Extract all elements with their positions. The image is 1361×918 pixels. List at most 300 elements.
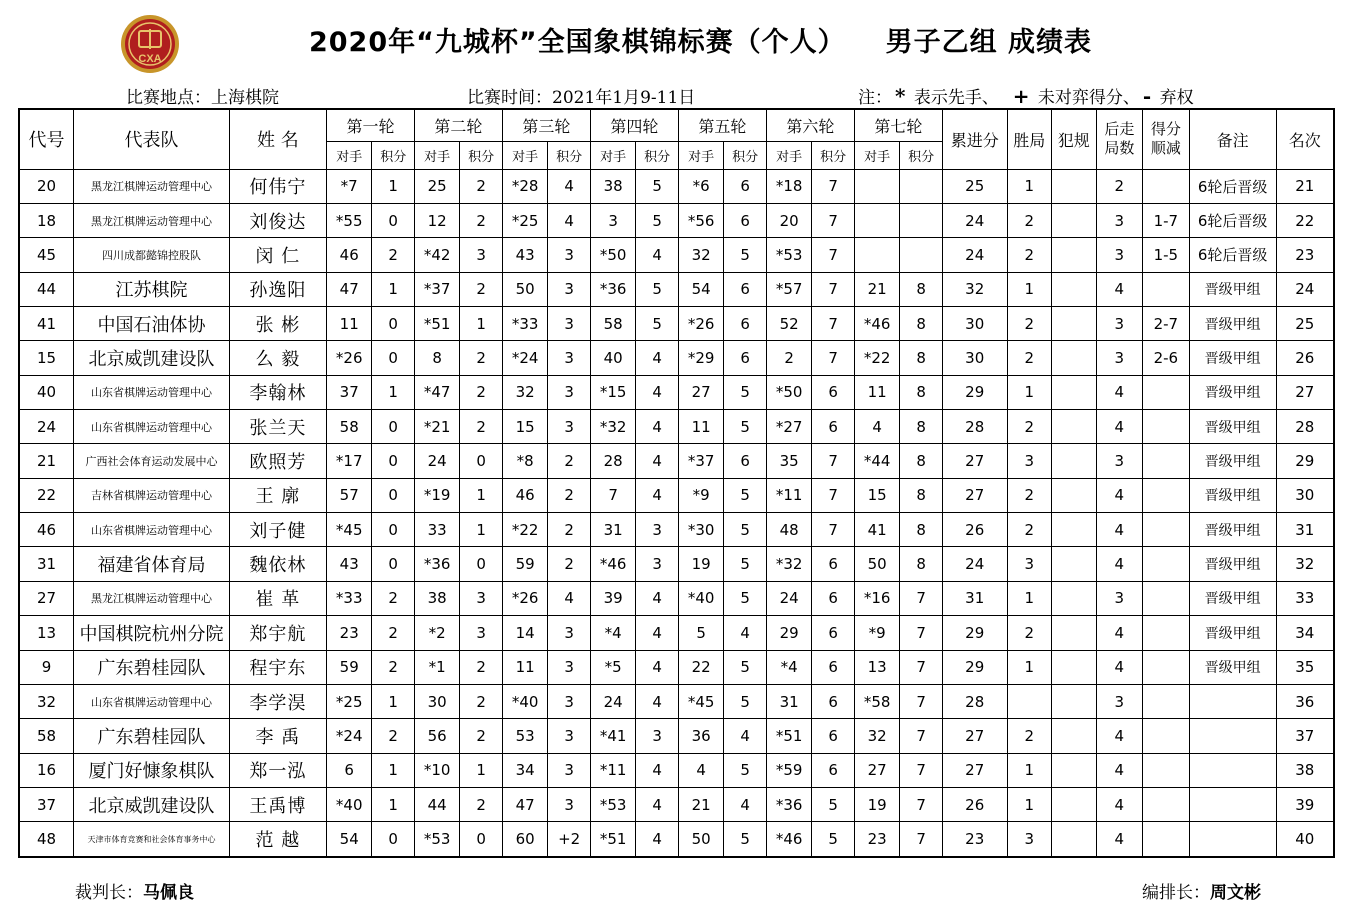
round-4-points: 4	[636, 375, 678, 409]
player-code: 44	[19, 272, 74, 306]
round-6-opponent: 35	[766, 444, 812, 478]
table-row	[19, 616, 1334, 650]
player-name: 欧照芳	[229, 444, 326, 478]
fouls-count	[1052, 203, 1097, 237]
round-3-points: 3	[548, 238, 590, 272]
score-deduct	[1143, 650, 1190, 684]
second-move-games: 4	[1096, 513, 1143, 547]
cumulative-score: 25	[942, 169, 1007, 203]
second-move-games: 4	[1096, 478, 1143, 512]
round-6-points: 7	[812, 513, 854, 547]
round-5-opponent: *37	[678, 444, 724, 478]
cumulative-score: 31	[942, 581, 1007, 615]
team-name: 广东碧桂园队	[74, 650, 230, 684]
round-6-points: 6	[812, 616, 854, 650]
score-deduct	[1143, 375, 1190, 409]
round-3-opponent: *33	[502, 306, 548, 340]
round-7-points: 8	[900, 410, 942, 444]
score-deduct: 2-7	[1143, 306, 1190, 340]
player-code: 9	[19, 650, 74, 684]
header-opp-2: 对手	[414, 141, 460, 169]
team-name: 厦门好慷象棋队	[74, 753, 230, 787]
round-2-opponent: 24	[414, 444, 460, 478]
round-5-points: 5	[724, 650, 766, 684]
wins-count: 2	[1007, 341, 1052, 375]
second-move-games: 4	[1096, 753, 1143, 787]
round-3-opponent: 15	[502, 410, 548, 444]
round-7-points	[900, 203, 942, 237]
team-name: 黑龙江棋牌运动管理中心	[74, 581, 230, 615]
team-name: 山东省棋牌运动管理中心	[74, 410, 230, 444]
header-row-rounds	[19, 109, 1334, 141]
cumulative-score: 27	[942, 444, 1007, 478]
round-3-points: 3	[548, 375, 590, 409]
table-row	[19, 478, 1334, 512]
round-1-points: 2	[372, 616, 414, 650]
header-round-4: 第四轮	[590, 109, 678, 141]
round-1-opponent: *24	[326, 719, 372, 753]
cumulative-score: 27	[942, 478, 1007, 512]
round-6-opponent: 48	[766, 513, 812, 547]
round-2-points: 1	[460, 478, 502, 512]
round-6-points: 7	[812, 203, 854, 237]
table-row	[19, 306, 1334, 340]
team-name: 广东碧桂园队	[74, 719, 230, 753]
round-7-opponent: 15	[854, 478, 900, 512]
round-5-opponent: 50	[678, 822, 724, 857]
round-4-points: 4	[636, 684, 678, 718]
header-second-moves: 后走 局数	[1096, 109, 1143, 169]
venue-text: 比赛地点：上海棋院	[126, 88, 279, 108]
round-7-points	[900, 169, 942, 203]
remark: 晋级甲组	[1189, 410, 1276, 444]
round-7-points: 7	[900, 581, 942, 615]
score-deduct	[1143, 581, 1190, 615]
round-7-points: 8	[900, 375, 942, 409]
player-code: 22	[19, 478, 74, 512]
fouls-count	[1052, 478, 1097, 512]
round-3-opponent: 59	[502, 547, 548, 581]
remark: 晋级甲组	[1189, 478, 1276, 512]
round-4-opponent: 31	[590, 513, 636, 547]
round-7-points: 8	[900, 341, 942, 375]
round-5-points: 6	[724, 306, 766, 340]
round-6-opponent: *51	[766, 719, 812, 753]
round-4-opponent: 40	[590, 341, 636, 375]
cumulative-score: 26	[942, 787, 1007, 821]
remark	[1189, 753, 1276, 787]
round-6-points: 5	[812, 787, 854, 821]
round-3-points: 3	[548, 272, 590, 306]
team-name: 天津市体育竞赛和社会体育事务中心	[74, 822, 230, 857]
score-deduct	[1143, 444, 1190, 478]
table-row	[19, 787, 1334, 821]
round-5-opponent: *40	[678, 581, 724, 615]
round-6-opponent: 24	[766, 581, 812, 615]
round-7-opponent: 13	[854, 650, 900, 684]
round-4-points: 4	[636, 444, 678, 478]
wins-count: 3	[1007, 444, 1052, 478]
round-1-opponent: *45	[326, 513, 372, 547]
player-code: 20	[19, 169, 74, 203]
second-move-games: 4	[1096, 616, 1143, 650]
round-5-opponent: 36	[678, 719, 724, 753]
cumulative-score: 24	[942, 238, 1007, 272]
round-5-opponent: 27	[678, 375, 724, 409]
round-5-points: 5	[724, 753, 766, 787]
cumulative-score: 27	[942, 753, 1007, 787]
round-7-opponent: *46	[854, 306, 900, 340]
second-move-games: 4	[1096, 822, 1143, 857]
second-move-games: 4	[1096, 787, 1143, 821]
round-2-opponent: 33	[414, 513, 460, 547]
rank: 32	[1276, 547, 1334, 581]
wins-count: 1	[1007, 753, 1052, 787]
round-6-points: 6	[812, 684, 854, 718]
round-7-points: 8	[900, 306, 942, 340]
round-6-opponent: *36	[766, 787, 812, 821]
player-code: 31	[19, 547, 74, 581]
fouls-count	[1052, 169, 1097, 203]
round-6-opponent: 52	[766, 306, 812, 340]
player-code: 21	[19, 444, 74, 478]
score-deduct	[1143, 753, 1190, 787]
round-5-opponent: *9	[678, 478, 724, 512]
logo-text: CXA	[138, 53, 162, 65]
dates-text: 比赛时间：2021年1月9-11日	[467, 88, 696, 108]
fouls-count	[1052, 547, 1097, 581]
round-4-opponent: 24	[590, 684, 636, 718]
fouls-count	[1052, 306, 1097, 340]
player-code: 40	[19, 375, 74, 409]
team-name: 山东省棋牌运动管理中心	[74, 375, 230, 409]
fouls-count	[1052, 684, 1097, 718]
note-plus: +	[1012, 84, 1030, 108]
second-move-games: 3	[1096, 238, 1143, 272]
remark: 晋级甲组	[1189, 306, 1276, 340]
round-2-opponent: 56	[414, 719, 460, 753]
table-row	[19, 513, 1334, 547]
round-5-opponent: *30	[678, 513, 724, 547]
round-4-points: 3	[636, 719, 678, 753]
header-cumulative: 累进分	[942, 109, 1007, 169]
player-name: 闵 仁	[229, 238, 326, 272]
table-row	[19, 822, 1334, 857]
fouls-count	[1052, 375, 1097, 409]
round-4-points: 4	[636, 238, 678, 272]
round-3-points: +2	[548, 822, 590, 857]
round-3-points: 3	[548, 684, 590, 718]
note-minus-text: 弃权	[1159, 88, 1194, 108]
player-code: 24	[19, 410, 74, 444]
round-6-opponent: 20	[766, 203, 812, 237]
round-4-points: 4	[636, 581, 678, 615]
wins-count: 2	[1007, 719, 1052, 753]
remark: 晋级甲组	[1189, 341, 1276, 375]
header-pts-7: 积分	[900, 141, 942, 169]
round-4-points: 3	[636, 513, 678, 547]
round-1-points: 1	[372, 684, 414, 718]
player-code: 16	[19, 753, 74, 787]
rank: 26	[1276, 341, 1334, 375]
round-3-points: 4	[548, 203, 590, 237]
cumulative-score: 24	[942, 547, 1007, 581]
fouls-count	[1052, 753, 1097, 787]
wins-count: 3	[1007, 822, 1052, 857]
header-pts-3: 积分	[548, 141, 590, 169]
referee-name: 马佩良	[143, 883, 194, 903]
round-1-opponent: 6	[326, 753, 372, 787]
table-row	[19, 238, 1334, 272]
round-1-opponent: 47	[326, 272, 372, 306]
round-2-opponent: *42	[414, 238, 460, 272]
round-7-points: 8	[900, 272, 942, 306]
table-row	[19, 684, 1334, 718]
header-fouls: 犯规	[1052, 109, 1097, 169]
round-6-points: 6	[812, 753, 854, 787]
round-2-opponent: *37	[414, 272, 460, 306]
rank: 38	[1276, 753, 1334, 787]
round-3-points: 2	[548, 478, 590, 512]
round-4-points: 4	[636, 616, 678, 650]
round-6-points: 7	[812, 272, 854, 306]
round-6-opponent: 29	[766, 616, 812, 650]
round-7-points: 8	[900, 444, 942, 478]
round-2-points: 1	[460, 513, 502, 547]
round-6-opponent: *53	[766, 238, 812, 272]
remark: 晋级甲组	[1189, 581, 1276, 615]
header-remark: 备注	[1189, 109, 1276, 169]
table-row	[19, 444, 1334, 478]
team-name: 山东省棋牌运动管理中心	[74, 513, 230, 547]
remark	[1189, 684, 1276, 718]
header-opp-1: 对手	[326, 141, 372, 169]
round-3-points: 3	[548, 306, 590, 340]
second-move-games: 3	[1096, 203, 1143, 237]
round-4-opponent: *46	[590, 547, 636, 581]
round-6-points: 7	[812, 306, 854, 340]
round-3-points: 2	[548, 547, 590, 581]
second-move-games: 4	[1096, 547, 1143, 581]
cumulative-score: 29	[942, 616, 1007, 650]
second-move-games: 4	[1096, 650, 1143, 684]
fouls-count	[1052, 444, 1097, 478]
round-1-opponent: 46	[326, 238, 372, 272]
round-2-points: 2	[460, 787, 502, 821]
round-2-points: 2	[460, 719, 502, 753]
round-1-points: 2	[372, 650, 414, 684]
round-3-points: 3	[548, 719, 590, 753]
round-2-opponent: 44	[414, 787, 460, 821]
table-row	[19, 581, 1334, 615]
round-1-points: 2	[372, 581, 414, 615]
wins-count: 3	[1007, 547, 1052, 581]
round-6-points: 7	[812, 169, 854, 203]
round-3-opponent: 47	[502, 787, 548, 821]
header-name: 姓 名	[229, 109, 326, 169]
table-row	[19, 753, 1334, 787]
wins-count: 2	[1007, 306, 1052, 340]
cumulative-score: 28	[942, 410, 1007, 444]
header-opp-4: 对手	[590, 141, 636, 169]
round-4-points: 4	[636, 650, 678, 684]
round-6-points: 7	[812, 341, 854, 375]
rank: 35	[1276, 650, 1334, 684]
round-3-opponent: *40	[502, 684, 548, 718]
note-plus-text: 未对弈得分、	[1037, 88, 1140, 108]
round-7-points: 7	[900, 616, 942, 650]
remark: 晋级甲组	[1189, 616, 1276, 650]
round-6-points: 5	[812, 822, 854, 857]
second-move-games: 3	[1096, 444, 1143, 478]
wins-count: 2	[1007, 513, 1052, 547]
round-1-points: 0	[372, 306, 414, 340]
wins-count: 1	[1007, 169, 1052, 203]
second-move-games: 4	[1096, 272, 1143, 306]
round-6-opponent: *11	[766, 478, 812, 512]
round-7-opponent: 4	[854, 410, 900, 444]
round-2-points: 0	[460, 444, 502, 478]
round-7-points: 7	[900, 787, 942, 821]
header-opp-6: 对手	[766, 141, 812, 169]
round-1-points: 2	[372, 719, 414, 753]
fouls-count	[1052, 341, 1097, 375]
rank: 25	[1276, 306, 1334, 340]
second-move-games: 4	[1096, 719, 1143, 753]
round-7-points: 7	[900, 650, 942, 684]
round-2-points: 2	[460, 203, 502, 237]
team-name: 四川成都懿锦控股队	[74, 238, 230, 272]
round-2-opponent: 38	[414, 581, 460, 615]
arranger-credit: 编排长：周文彬	[1142, 883, 1261, 903]
table-row	[19, 719, 1334, 753]
round-2-opponent: *47	[414, 375, 460, 409]
fouls-count	[1052, 616, 1097, 650]
cumulative-score: 30	[942, 341, 1007, 375]
round-5-opponent: 22	[678, 650, 724, 684]
header-round-2: 第二轮	[414, 109, 502, 141]
player-name: 王禹博	[229, 787, 326, 821]
round-3-opponent: 50	[502, 272, 548, 306]
round-4-points: 4	[636, 478, 678, 512]
round-3-points: 3	[548, 787, 590, 821]
header-pts-1: 积分	[372, 141, 414, 169]
round-1-opponent: 23	[326, 616, 372, 650]
round-4-opponent: 39	[590, 581, 636, 615]
player-name: 何伟宁	[229, 169, 326, 203]
round-5-points: 5	[724, 238, 766, 272]
header-pts-2: 积分	[460, 141, 502, 169]
cumulative-score: 27	[942, 719, 1007, 753]
round-2-opponent: *19	[414, 478, 460, 512]
round-7-opponent: 21	[854, 272, 900, 306]
round-6-opponent: *18	[766, 169, 812, 203]
round-4-opponent: *11	[590, 753, 636, 787]
player-name: 崔 革	[229, 581, 326, 615]
player-code: 18	[19, 203, 74, 237]
score-deduct	[1143, 478, 1190, 512]
header-pts-5: 积分	[724, 141, 766, 169]
round-1-opponent: *55	[326, 203, 372, 237]
header-rank: 名次	[1276, 109, 1334, 169]
table-row	[19, 547, 1334, 581]
round-1-points: 0	[372, 513, 414, 547]
round-2-opponent: *2	[414, 616, 460, 650]
team-name: 广西社会体育运动发展中心	[74, 444, 230, 478]
remark: 晋级甲组	[1189, 513, 1276, 547]
wins-count: 2	[1007, 238, 1052, 272]
round-5-points: 6	[724, 203, 766, 237]
round-3-opponent: *26	[502, 581, 548, 615]
rank: 40	[1276, 822, 1334, 857]
round-2-points: 0	[460, 547, 502, 581]
round-4-points: 5	[636, 272, 678, 306]
round-5-points: 4	[724, 719, 766, 753]
round-6-opponent: *50	[766, 375, 812, 409]
round-5-opponent: 4	[678, 753, 724, 787]
cumulative-score: 24	[942, 203, 1007, 237]
round-3-opponent: 14	[502, 616, 548, 650]
wins-count: 2	[1007, 410, 1052, 444]
remark: 晋级甲组	[1189, 375, 1276, 409]
rank: 34	[1276, 616, 1334, 650]
score-deduct	[1143, 822, 1190, 857]
player-code: 48	[19, 822, 74, 857]
rank: 37	[1276, 719, 1334, 753]
fouls-count	[1052, 822, 1097, 857]
round-2-points: 2	[460, 410, 502, 444]
round-1-opponent: 57	[326, 478, 372, 512]
player-name: 刘子健	[229, 513, 326, 547]
round-3-opponent: 60	[502, 822, 548, 857]
second-move-games: 3	[1096, 581, 1143, 615]
round-7-points: 8	[900, 513, 942, 547]
round-7-opponent	[854, 203, 900, 237]
team-name: 吉林省棋牌运动管理中心	[74, 478, 230, 512]
remark	[1189, 822, 1276, 857]
wins-count	[1007, 684, 1052, 718]
header-code: 代号	[19, 109, 74, 169]
round-3-opponent: 53	[502, 719, 548, 753]
round-6-opponent: *27	[766, 410, 812, 444]
round-6-points: 6	[812, 719, 854, 753]
team-name: 北京威凯建设队	[74, 341, 230, 375]
score-deduct	[1143, 169, 1190, 203]
round-5-points: 5	[724, 410, 766, 444]
round-2-points: 2	[460, 650, 502, 684]
round-7-points	[900, 238, 942, 272]
player-name: 李学淏	[229, 684, 326, 718]
fouls-count	[1052, 787, 1097, 821]
cumulative-score: 30	[942, 306, 1007, 340]
player-name: 王 廓	[229, 478, 326, 512]
cumulative-score: 29	[942, 650, 1007, 684]
player-name: 李 禹	[229, 719, 326, 753]
round-2-points: 2	[460, 272, 502, 306]
fouls-count	[1052, 719, 1097, 753]
round-1-opponent: *25	[326, 684, 372, 718]
note-star: *	[895, 84, 906, 108]
score-deduct: 2-6	[1143, 341, 1190, 375]
rank: 29	[1276, 444, 1334, 478]
round-2-points: 3	[460, 616, 502, 650]
round-4-points: 5	[636, 169, 678, 203]
round-2-opponent: *51	[414, 306, 460, 340]
team-name: 黑龙江棋牌运动管理中心	[74, 169, 230, 203]
header-opp-3: 对手	[502, 141, 548, 169]
round-7-opponent: 11	[854, 375, 900, 409]
round-2-points: 1	[460, 306, 502, 340]
